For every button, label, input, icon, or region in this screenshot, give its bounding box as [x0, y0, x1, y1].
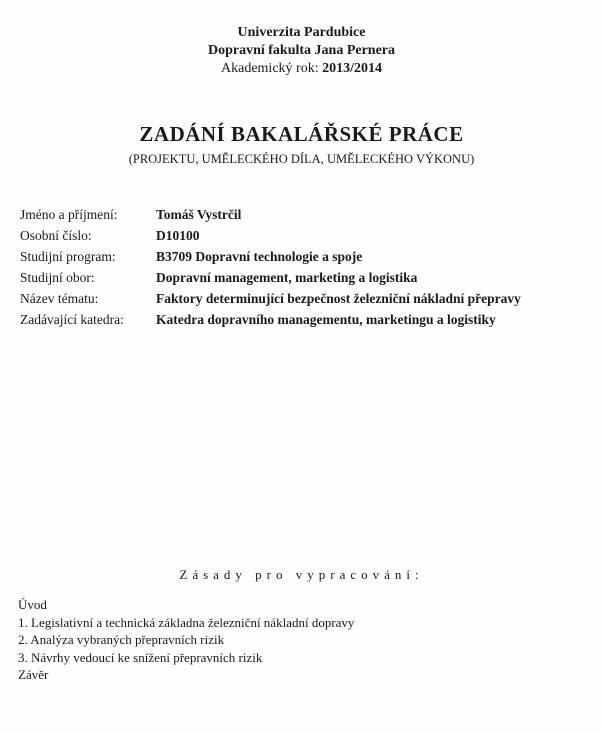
info-label: Studijní program:: [20, 248, 116, 264]
info-value: Faktory determinující bezpečnost železniční nákladní přepravy: [156, 290, 521, 306]
info-row-study-program: [20, 246, 595, 267]
info-row-name: [20, 204, 595, 225]
info-value: Tomáš Vystrčil: [156, 206, 242, 222]
info-label: Studijní obor:: [20, 269, 95, 285]
outline-item: 2. Analýza vybraných přepravních rizik: [18, 632, 225, 647]
info-value: Dopravní management, marketing a logistika: [156, 269, 418, 285]
info-row-department: [20, 309, 595, 330]
outline-item: 3. Návrhy vedoucí ke snížení přepravních rizik: [18, 649, 263, 665]
info-label: Název tématu:: [20, 290, 99, 306]
info-label: Zadávající katedra:: [20, 311, 124, 327]
academic-year-line: [0, 60, 603, 78]
guidelines-heading: Zásady pro vypracování:: [179, 567, 424, 582]
info-label: Jméno a příjmení:: [20, 206, 118, 222]
info-row-personal-number: [20, 225, 595, 246]
document-header: [0, 24, 603, 78]
info-row-topic: [20, 288, 595, 309]
guidelines-outline: [18, 596, 354, 684]
academic-year-label: Akademický rok:: [221, 61, 319, 76]
info-label: Osobní číslo:: [20, 227, 92, 243]
document-title: ZADÁNÍ BAKALÁŘSKÉ PRÁCE: [139, 122, 464, 146]
info-value: D10100: [156, 227, 200, 243]
academic-year-value: 2013/2014: [322, 61, 382, 76]
info-value: B3709 Dopravní technologie a spoje: [156, 248, 363, 264]
faculty-name: Dopravní fakulta Jana Pernera: [207, 43, 396, 58]
info-value: Katedra dopravního managementu, marketingu a logistiky: [156, 311, 496, 327]
outline-item: Závěr: [18, 667, 49, 682]
info-row-study-field: [20, 267, 595, 288]
outline-item: 1. Legislativní a technická základna železniční nákladní dopravy: [18, 614, 355, 630]
outline-item: Úvod: [18, 597, 47, 612]
university-name: Univerzita Pardubice: [237, 25, 366, 40]
student-info-table: [20, 204, 595, 330]
document-subtitle: (PROJEKTU, UMĚLECKÉHO DÍLA, UMĚLECKÉHO VÝKONU): [128, 152, 475, 166]
